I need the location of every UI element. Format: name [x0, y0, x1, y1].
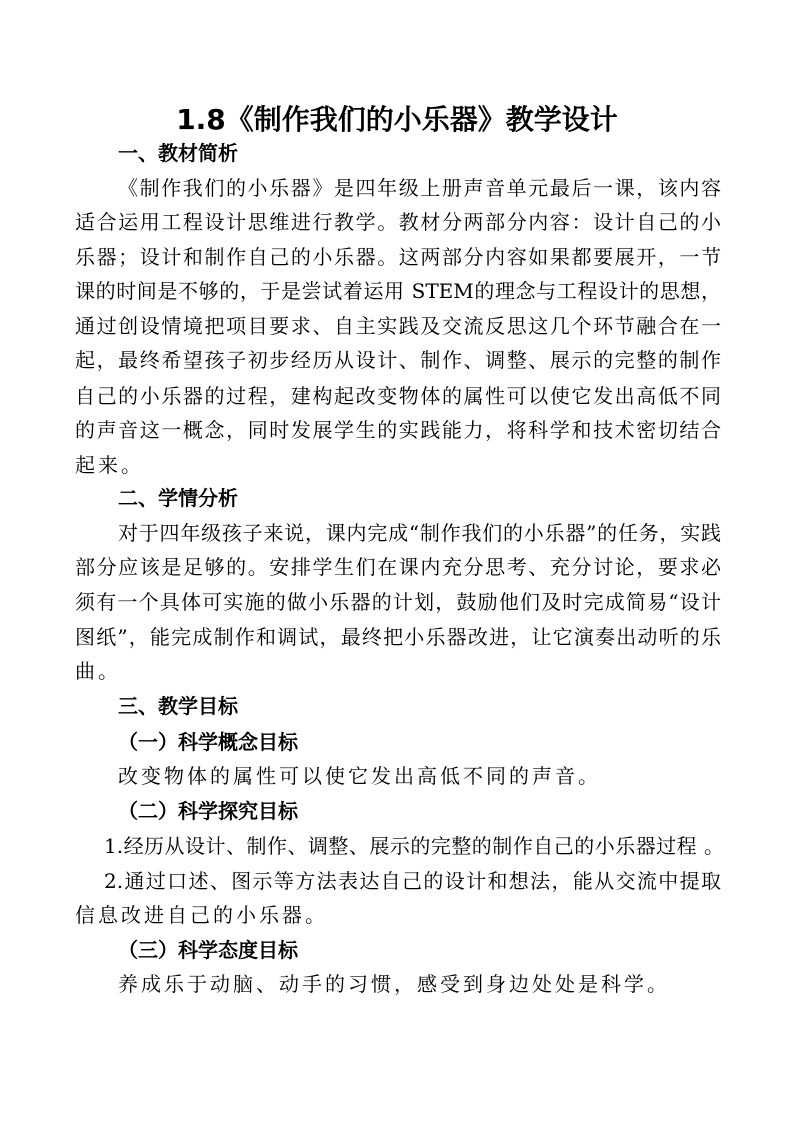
section-heading-teaching-goals: 三、教学目标 [118, 694, 238, 718]
paragraph-line: 图纸”，能完成制作和调试，最终把小乐器改进，让它演奏出动听的乐 [75, 625, 721, 649]
subheading-inquiry-goal: （二）科学探究目标 [118, 799, 298, 823]
paragraph-line: 乐器；设计和制作自己的小乐器。这两部分内容如果都要展开，一节 [75, 245, 721, 269]
paragraph-line: 对于四年级孩子来说，课内完成“制作我们的小乐器”的任务，实践 [118, 521, 721, 545]
paragraph-line: 的声音这一概念，同时发展学生的实践能力，将科学和技术密切结合 [75, 418, 721, 442]
list-item-continuation: 信息改进自己的小乐器。 [75, 903, 328, 927]
paragraph-line: 改变物体的属性可以使它发出高低不同的声音。 [118, 764, 601, 788]
list-item: 1.经历从设计、制作、调整、展示的完整的制作自己的小乐器过程 。 [104, 834, 724, 858]
paragraph-line: 自己的小乐器的过程，建构起改变物体的属性可以使它发出高低不同 [75, 384, 721, 408]
paragraph-line: 起来。 [75, 453, 144, 477]
subheading-attitude-goal: （三）科学态度目标 [118, 938, 298, 962]
subheading-concept-goal: （一）科学概念目标 [118, 730, 298, 754]
paragraph-line: 起，最终希望孩子初步经历从设计、制作、调整、展示的完整的制作 [75, 348, 721, 372]
paragraph-line: 养成乐于动脑、动手的习惯，感受到身边处处是科学。 [118, 972, 670, 996]
section-heading-textbook-analysis: 一、教材简析 [118, 141, 238, 165]
paragraph-line: 适合运用工程设计思维进行教学。教材分两部分内容：设计自己的小 [75, 210, 721, 234]
document-title: 1.8《制作我们的小乐器》教学设计 [176, 103, 618, 136]
section-heading-student-analysis: 二、学情分析 [118, 486, 238, 510]
paragraph-line: 须有一个具体可实施的做小乐器的计划，鼓励他们及时完成简易“设计 [75, 590, 721, 614]
paragraph-line: 《制作我们的小乐器》是四年级上册声音单元最后一课，该内容 [118, 176, 721, 200]
paragraph-line: 曲。 [75, 659, 121, 683]
paragraph-line: 课的时间是不够的，于是尝试着运用 STEM的理念与工程设计的思想， [75, 279, 721, 303]
list-item: 2.通过口述、图示等方法表达自己的设计和想法，能从交流中提取 [104, 869, 721, 893]
paragraph-line: 部分应该是足够的。安排学生们在课内充分思考、充分讨论，要求必 [75, 555, 721, 579]
paragraph-line: 通过创设情境把项目要求、自主实践及交流反思这几个环节融合在一 [75, 314, 721, 338]
